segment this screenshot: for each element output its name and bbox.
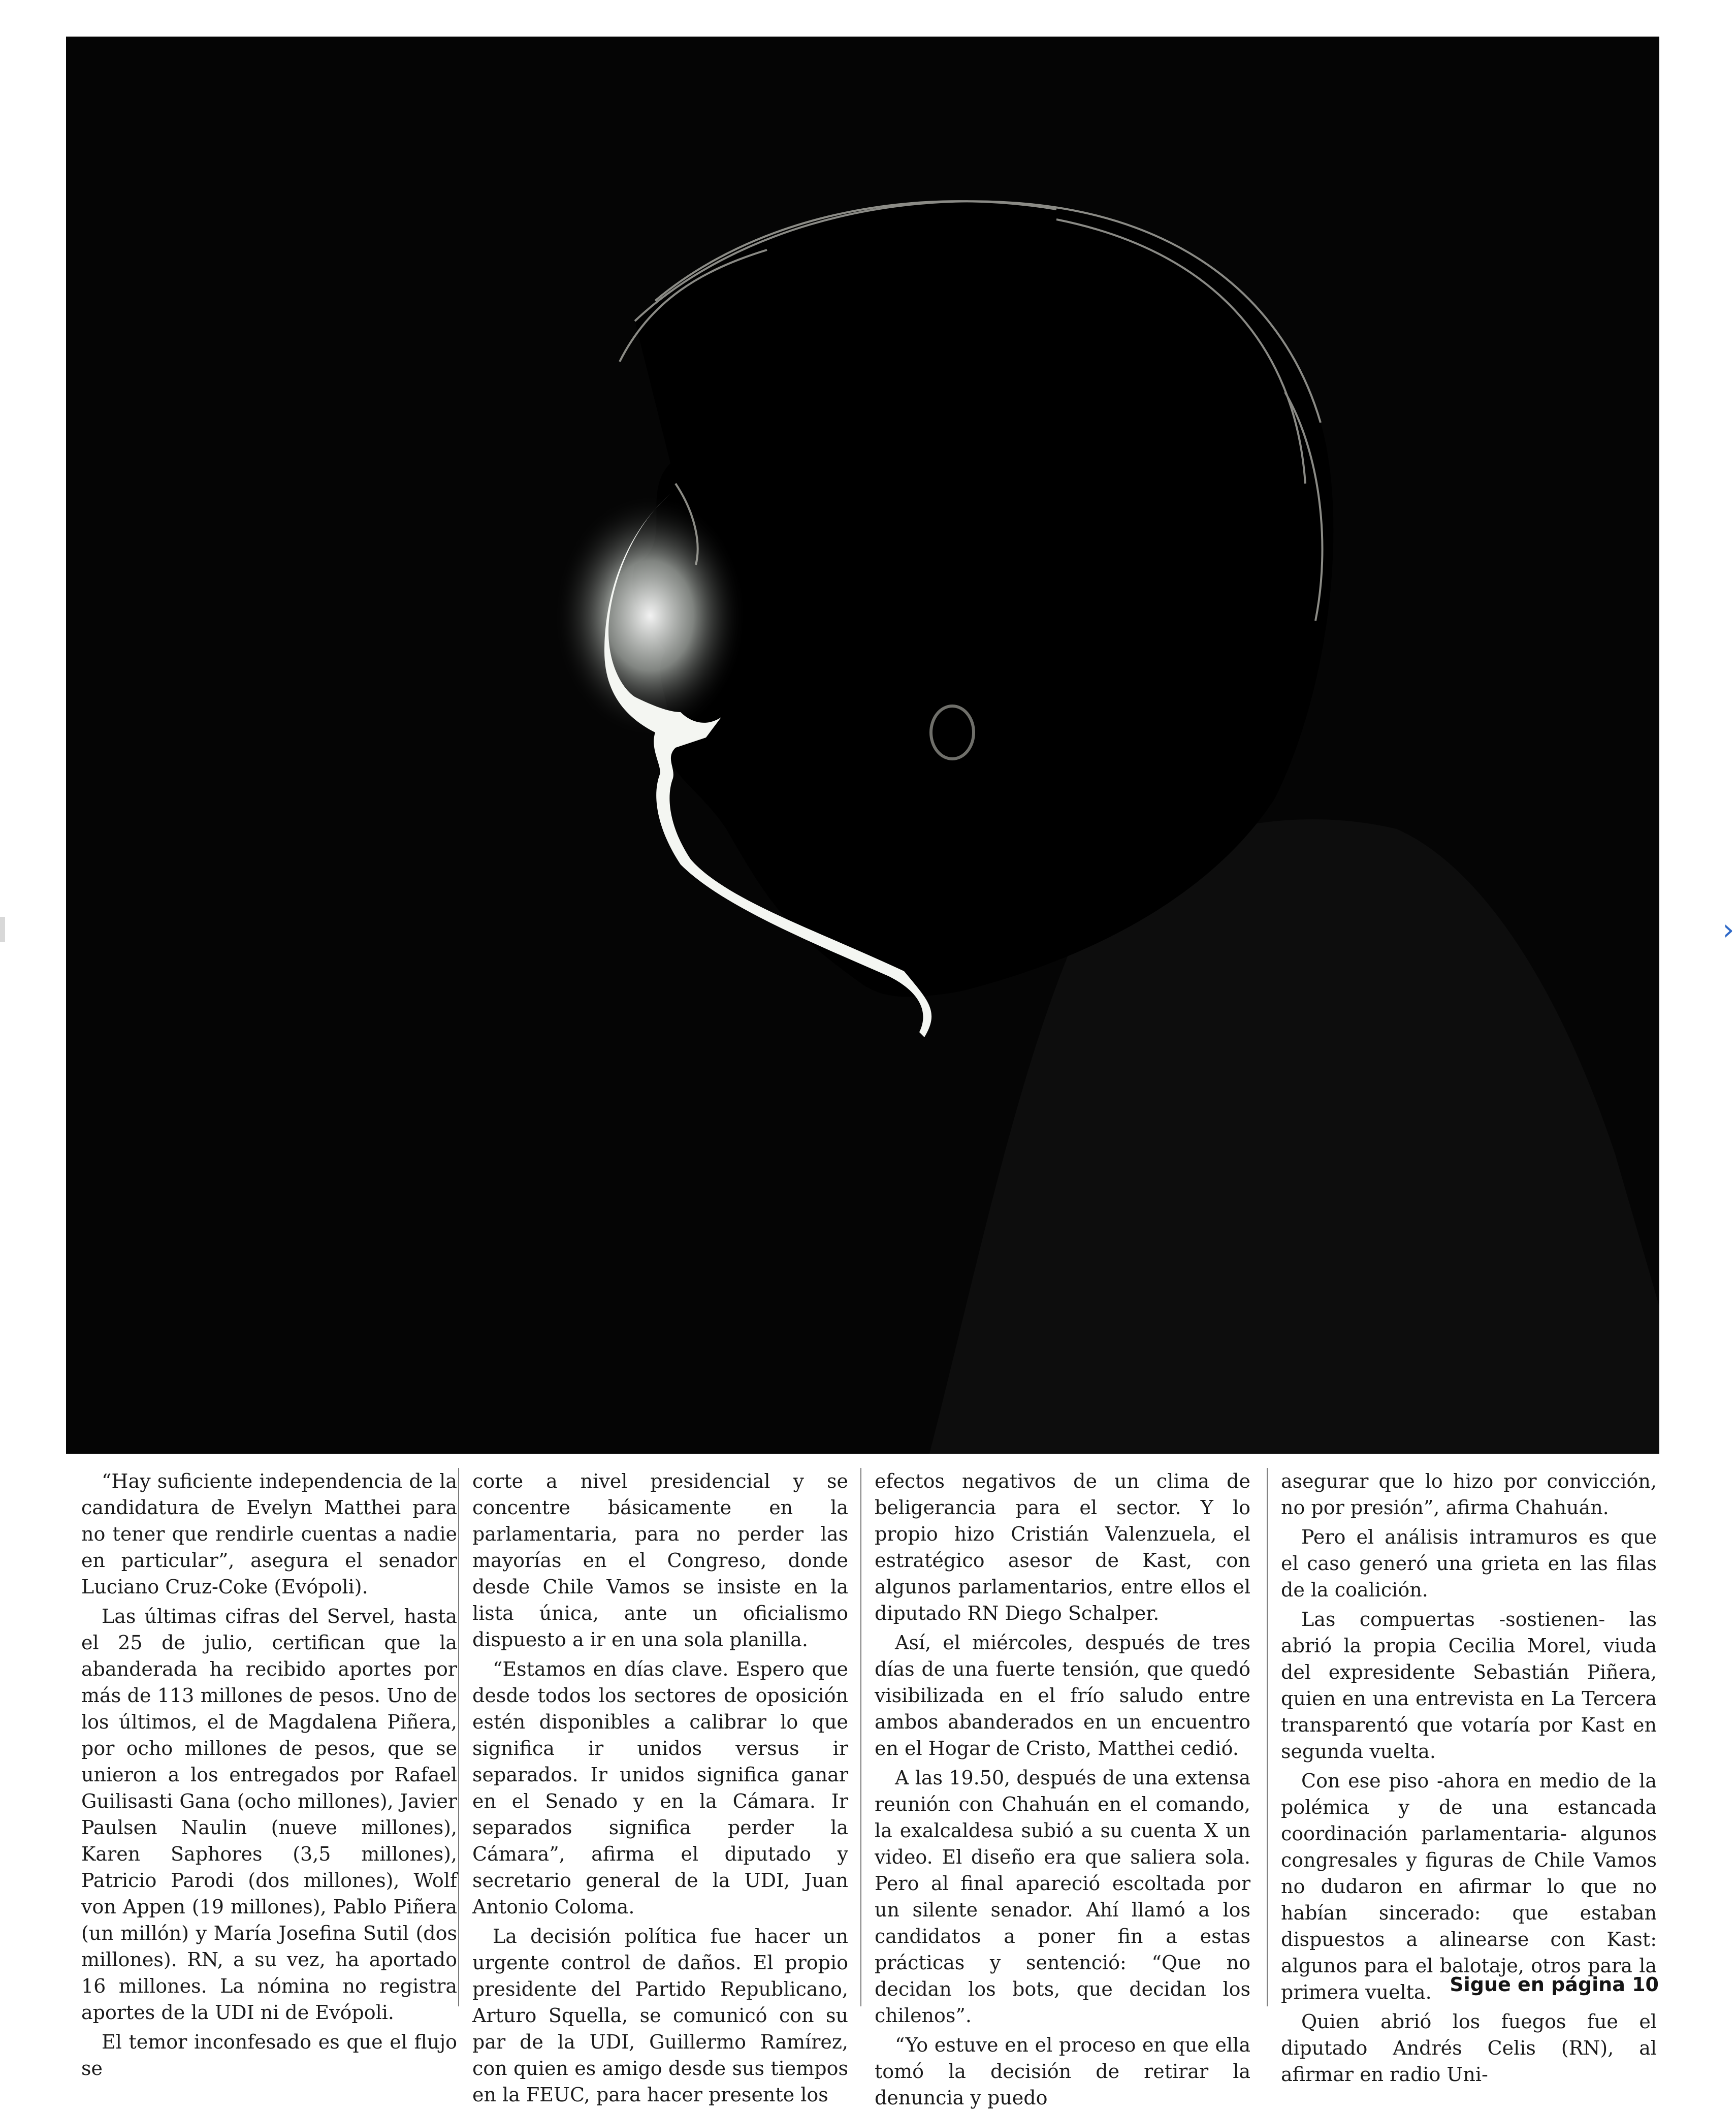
- paragraph: “Estamos en días clave. Espero que desde todos los sectores de oposición estén disponibles a calibrar lo que significa ir unidos versus ir separados. Ir unidos significa ganar en el Senado y en la Cámara. Ir separados significa perder la Cámara”, afirma el diputado y secretario general de la UDI, Juan Antonio Coloma.: [472, 1658, 848, 1918]
- paragraph: La decisión política fue hacer un urgente control de daños. El propio presidente del Partido Republicano, Arturo Squella, se comunicó con su par de la UDI, Guillermo Ramírez, con quien es amigo desde sus tiempos en la FEUC, para hacer presente los: [472, 1925, 848, 2106]
- paragraph: asegurar que lo hizo por convicción, no por presión”, afirma Chahuán.: [1281, 1470, 1657, 1519]
- article-column-4: [1281, 1468, 1657, 2086]
- paragraph: Las compuertas -sostienen- las abrió la propia Cecilia Morel, viuda del expresidente Sebastián Piñera, quien en una entrevista en La Tercera transparentó que votaría por Kast en segunda vuelta.: [1281, 1608, 1657, 1763]
- paragraph: Pero el análisis intramuros es que el caso generó una grieta en las filas de la coalición.: [1281, 1526, 1657, 1601]
- silhouette-illustration: [66, 37, 1659, 1454]
- article-column-2: [472, 1468, 848, 2106]
- article-column-3: [875, 1468, 1250, 2109]
- left-edge-marker: [0, 917, 5, 942]
- paragraph: Quien abrió los fuegos fue el diputado Andrés Celis (RN), al afirmar en radio Uni-: [1281, 2010, 1657, 2086]
- paragraph: El temor inconfesado es que el flujo se: [81, 2031, 457, 2080]
- face-glow: [554, 494, 747, 738]
- next-page-chevron-icon[interactable]: ›: [1722, 912, 1734, 947]
- paragraph: efectos negativos de un clima de beligerancia para el sector. Y lo propio hizo Cristián Valenzuela, el estratégico asesor de Kast, con algunos parlamentarios, entre ellos el diputado RN Diego Schalper.: [875, 1470, 1250, 1624]
- silhouette-photo: [66, 37, 1659, 1454]
- continued-on-page-label: Sigue en página 10: [1450, 1973, 1659, 1996]
- paragraph: corte a nivel presidencial y se concentre básicamente en la parlamentaria, para no perder las mayorías en el Congreso, donde desde Chile Vamos se insiste en la lista única, ante un oficialismo dispuesto a ir en una sola planilla.: [472, 1470, 848, 1651]
- paragraph: Con ese piso -ahora en medio de la polémica y de una estancada coordinación parlamentaria- algunos congresales y figuras de Chile Vamos no dudaron en afirmar lo que no habían sincerado: que estaban dispuestos a alinearse con Kast: algunos para el balotaje, otros para la primera vuelta.: [1281, 1770, 1657, 2003]
- article-body: [66, 1468, 1659, 2109]
- paragraph: “Yo estuve en el proceso en que ella tomó la decisión de retirar la denuncia y puedo: [875, 2034, 1250, 2109]
- paragraph: Las últimas cifras del Servel, hasta el 25 de julio, certifican que la abanderada ha recibido aportes por más de 113 millones de pesos. Uno de los últimos, el de Magdalena Piñera, por ocho millones de pesos, que se unieron a los entregados por Rafael Guilisasti Gana (ocho millones), Javier Paulsen Naulin (nueve millones), Karen Saphores (3,5 millones), Patricio Parodi (dos millones), Wolf von Appen (19 millones), Pablo Piñera (un millón) y María Josefina Sutil (dos millones). RN, a su vez, ha aportado 16 millones. La nómina no registra aportes de la UDI ni de Evópoli.: [81, 1605, 457, 2024]
- paragraph: A las 19.50, después de una extensa reunión con Chahuán en el comando, la exalcaldesa subió a su cuenta X un video. El diseño era que saliera sola. Pero al final apareció escoltada por un silente senador. Ahí llamó a los candidatos a poner fin a estas prácticas y sentenció: “Que no decidan los bots, que decidan los chilenos”.: [875, 1767, 1250, 2027]
- article-column-1: [81, 1468, 457, 2080]
- paragraph: “Hay suficiente independencia de la candidatura de Evelyn Matthei para no tener que rendirle cuentas a nadie en particular”, asegura el senador Luciano Cruz-Coke (Evópoli).: [81, 1470, 457, 1598]
- paragraph: Así, el miércoles, después de tres días de una fuerte tensión, que quedó visibilizada en el frío saludo entre ambos abanderados en un encuentro en el Hogar de Cristo, Matthei cedió.: [875, 1632, 1250, 1760]
